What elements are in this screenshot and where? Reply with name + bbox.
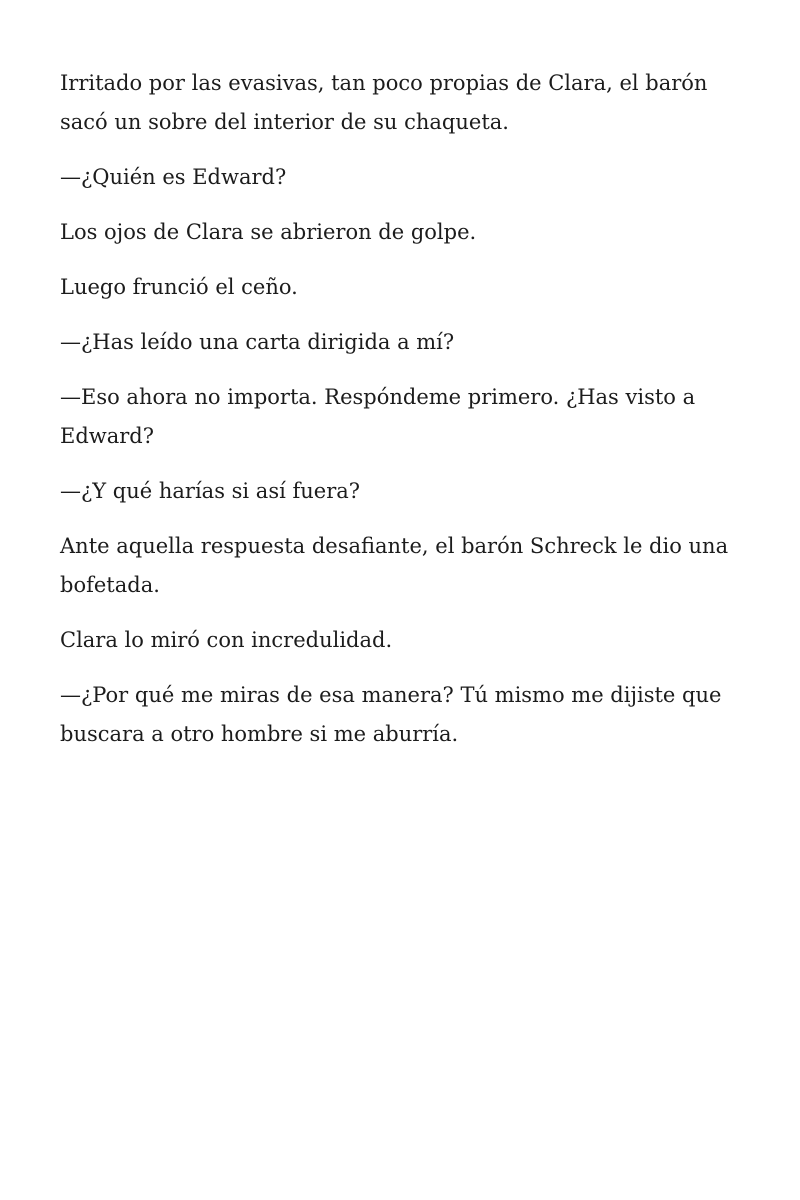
paragraph: —¿Y qué harías si así fuera? bbox=[60, 479, 361, 503]
paragraph: Irritado por las evasivas, tan poco propias de Clara, el barón sacó un sobre del interior de su chaqueta. bbox=[60, 71, 708, 134]
paragraph: Los ojos de Clara se abrieron de golpe. bbox=[60, 220, 477, 244]
page-body bbox=[60, 64, 750, 770]
paragraph: —Eso ahora no importa. Respóndeme primero. ¿Has visto a Edward? bbox=[60, 385, 696, 448]
paragraph: —¿Has leído una carta dirigida a mí? bbox=[60, 330, 455, 354]
paragraph: —¿Quién es Edward? bbox=[60, 165, 287, 189]
paragraph: Luego frunció el ceño. bbox=[60, 275, 298, 299]
paragraph: Clara lo miró con incredulidad. bbox=[60, 628, 393, 652]
paragraph: Ante aquella respuesta desafiante, el barón Schreck le dio una bofetada. bbox=[60, 534, 729, 597]
paragraph: —¿Por qué me miras de esa manera? Tú mismo me dijiste que buscara a otro hombre si me aburría. bbox=[60, 683, 722, 746]
